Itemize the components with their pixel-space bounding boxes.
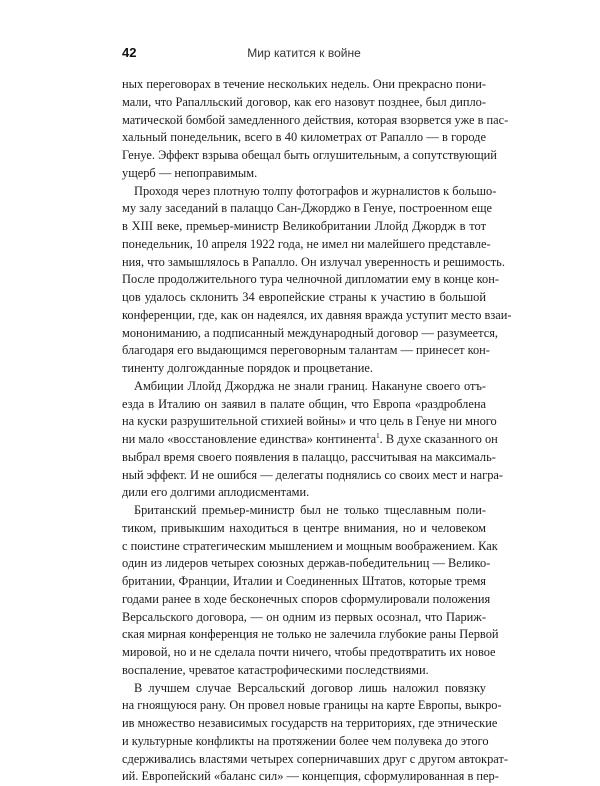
text-line: Амбиции Ллойд Джорджа не знали границ. Накануне своего отъ-	[122, 378, 486, 396]
text-line: Генуе. Эффект взрыва обещал быть оглушительным, а сопутствующий	[122, 147, 486, 165]
text-line: воспаление, чреватое катастрофическими последствиями.	[122, 662, 486, 680]
page-number: 42	[122, 44, 136, 62]
footnote-mark: 1	[376, 432, 380, 440]
text-line: на куски разрушительной стихией войны» и что цель в Генуе ни много	[122, 413, 486, 431]
body-text	[122, 76, 486, 786]
text-line: дили его долгими аплодисментами.	[122, 484, 486, 502]
text-line: с поистине стратегическим мышлением и мощным воображением. Как	[122, 538, 486, 556]
text-line: мировой, но и не сделала почти ничего, чтобы предотвратить их новое	[122, 644, 486, 662]
paragraph-2	[122, 183, 486, 378]
text-line: ния, что замышлялось в Рапалло. Он излучал уверенность и решимость.	[122, 254, 486, 272]
text-line: Версальского договора, — он одним из первых осознал, что Париж-	[122, 609, 486, 627]
text-line: Британский премьер-министр был не только тщеславным поли-	[122, 502, 486, 520]
text-line: один из лидеров четырех союзных держав-победительниц — Велико-	[122, 555, 486, 573]
paragraph-5	[122, 680, 486, 786]
text-segment: . В духе сказанного он	[380, 432, 498, 446]
text-line: монониманию, а подписанный международный договор — разумеется,	[122, 325, 486, 343]
text-line: После продолжительного тура челночной дипломатии ему в конце кон-	[122, 271, 486, 289]
text-line: ущерб — непоправимым.	[122, 165, 486, 183]
text-line: понедельник, 10 апреля 1922 года, не имел ни малейшего представле-	[122, 236, 486, 254]
text-line: в XIII веке, премьер-министр Великобритании Ллойд Джордж в тот	[122, 218, 486, 236]
text-line: ская мирная конференция не только не залечила глубокие раны Первой	[122, 626, 486, 644]
text-line: му залу заседаний в палаццо Сан-Джорджо в Генуе, построенном еще	[122, 200, 486, 218]
text-line: В лучшем случае Версальский договор лишь наложил повязку	[122, 680, 486, 698]
text-line: выбрал время своего появления в палаццо, рассчитывая на максималь-	[122, 449, 486, 467]
text-line: мали, что Рапалльский договор, как его назовут позднее, был дипло-	[122, 94, 486, 112]
text-line: Проходя через плотную толпу фотографов и журналистов к большо-	[122, 183, 486, 201]
text-line: благодаря его выдающимся переговорным талантам — принесет кон-	[122, 342, 486, 360]
text-line: ный эффект. И не ошибся — делегаты поднялись со своих мест и награ-	[122, 467, 486, 485]
chapter-title: Мир катится к войне	[122, 44, 486, 62]
text-line: сдерживались властями четырех соперничавших друг с другом автократ-	[122, 751, 486, 769]
text-line: ий. Европейский «баланс сил» — концепция, сформулированная в пер-	[122, 768, 486, 786]
text-line: хальный понедельник, всего в 40 километрах от Рапалло — в городе	[122, 129, 486, 147]
running-head	[122, 44, 486, 62]
text-line: годами ранее в ходе бесконечных споров сформулировали положения	[122, 591, 486, 609]
text-line: ив множество независимых государств на территориях, где этнические	[122, 715, 486, 733]
text-segment: ни мало «восстановление единства» континента	[122, 432, 376, 446]
paragraph-3	[122, 378, 486, 502]
text-line: британии, Франции, Италии и Соединенных Штатов, которые тремя	[122, 573, 486, 591]
paragraph-1	[122, 76, 486, 183]
text-line: на гноящуюся рану. Он провел новые границы на карте Европы, выкро-	[122, 697, 486, 715]
paragraph-4	[122, 502, 486, 680]
text-line: тиненту долгожданные порядок и процветание.	[122, 360, 486, 378]
text-line: матической бомбой замедленного действия, которая взорвется уже в пас-	[122, 112, 486, 130]
text-line: тиком, привыкшим находиться в центре внимания, но и человеком	[122, 520, 486, 538]
text-line-with-footnote	[122, 431, 486, 449]
text-line: конференции, где, как он надеялся, их давняя вражда уступит место взаи-	[122, 307, 486, 325]
text-line: езда в Италию он заявил в палате общин, что Европа «раздроблена	[122, 396, 486, 414]
text-line: и культурные конфликты на протяжении более чем полувека до этого	[122, 733, 486, 751]
text-line: цов удалось склонить 34 европейские страны к участию в большой	[122, 289, 486, 307]
text-line: ных переговорах в течение нескольких недель. Они прекрасно пони-	[122, 76, 486, 94]
